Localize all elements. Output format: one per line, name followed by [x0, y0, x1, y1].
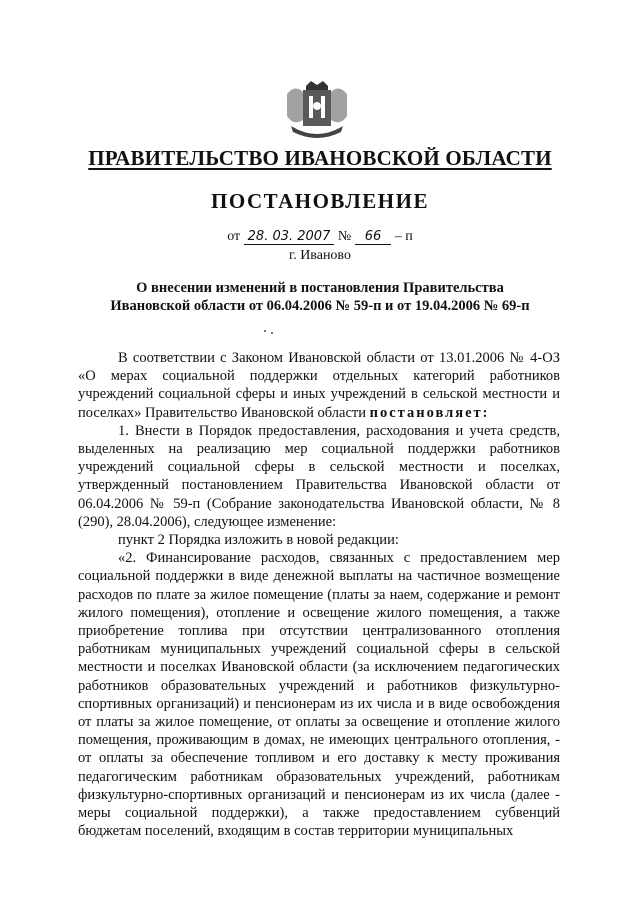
document-type: ПОСТАНОВЛЕНИЕ [211, 189, 429, 213]
document-subject [60, 279, 580, 315]
document-body [78, 349, 560, 840]
subject-line-1: О внесении изменений в постановления Правительства [136, 280, 504, 296]
government-title: ПРАВИТЕЛЬСТВО ИВАНОВСКОЙ ОБЛАСТИ [88, 146, 552, 170]
scan-speck [271, 332, 273, 334]
date-prefix: от [227, 229, 241, 244]
city: г. Иваново [289, 248, 351, 263]
coat-of-arms-icon [281, 80, 353, 144]
paragraph-preamble [78, 349, 560, 422]
number-value: 66 [355, 229, 392, 245]
paragraph-item-1: 1. Внести в Порядок предоставления, расходования и учета средств, выделенных на реализацию мер социальной поддержки работников учреждений социальной сферы в сельской местности и поселках, утвержденный постановлением Правительства Ивановской области от 06.04.2006 № 59-п (Собрание законодательства Ивановской области, № 8 (290), 28.04.2006), следующее изменение: [78, 422, 560, 530]
paragraph-amendment-intro: пункт 2 Порядка изложить в новой редакции: [118, 532, 399, 549]
date-value: 28. 03. 2007 [244, 229, 335, 245]
paragraph-new-wording: «2. Финансирование расходов, связанных с предоставлением мер социальной поддержки в виде денежной выплаты на частичное возмещение расходов по плате за жилое помещение (платы за наем, содержание и ремонт жилого помещения), отопление и освещение жилого помещения, а также приобретение топлива при отсутствии централизованного отопления работникам муниципальных учреждений социальной сферы в сельской местности и поселках Ивановской области (за исключением педагогических работников образовательных учреждений и работников физкультурно-спортивных организаций) и пенсионерам из их числа и в виде освобождения от платы за жилое помещение, от оплаты за освещение и отопление жилого помещения, проживающим в домах, не имеющих центрального отопления, - от оплаты за обеспечение топливом и его доставку к месту проживания педагогическим работникам образовательных учреждений, работникам физкультурно-спортивных организаций и пенсионерам из их числа (далее - меры социальной поддержки), а также предоставлением субвенций бюджетам поселений, входящим в состав территории муниципальных [78, 550, 560, 840]
number-sign: № [337, 229, 352, 244]
subject-line-2: Ивановской области от 06.04.2006 № 59-п и от 19.04.2006 № 69-п [110, 298, 530, 314]
date-number-line [0, 229, 640, 245]
preamble-text: В соответствии с Законом Ивановской области от 13.01.2006 № 4-ОЗ «О мерах социальной поддержки отдельных категорий работников учреждений социальной сферы и иных учреждений в сельской местности и поселках» Правительство Ивановской области [78, 350, 560, 421]
number-suffix: – п [394, 229, 413, 244]
decree-keyword: постановляет: [369, 404, 490, 421]
scan-speck [264, 330, 266, 332]
